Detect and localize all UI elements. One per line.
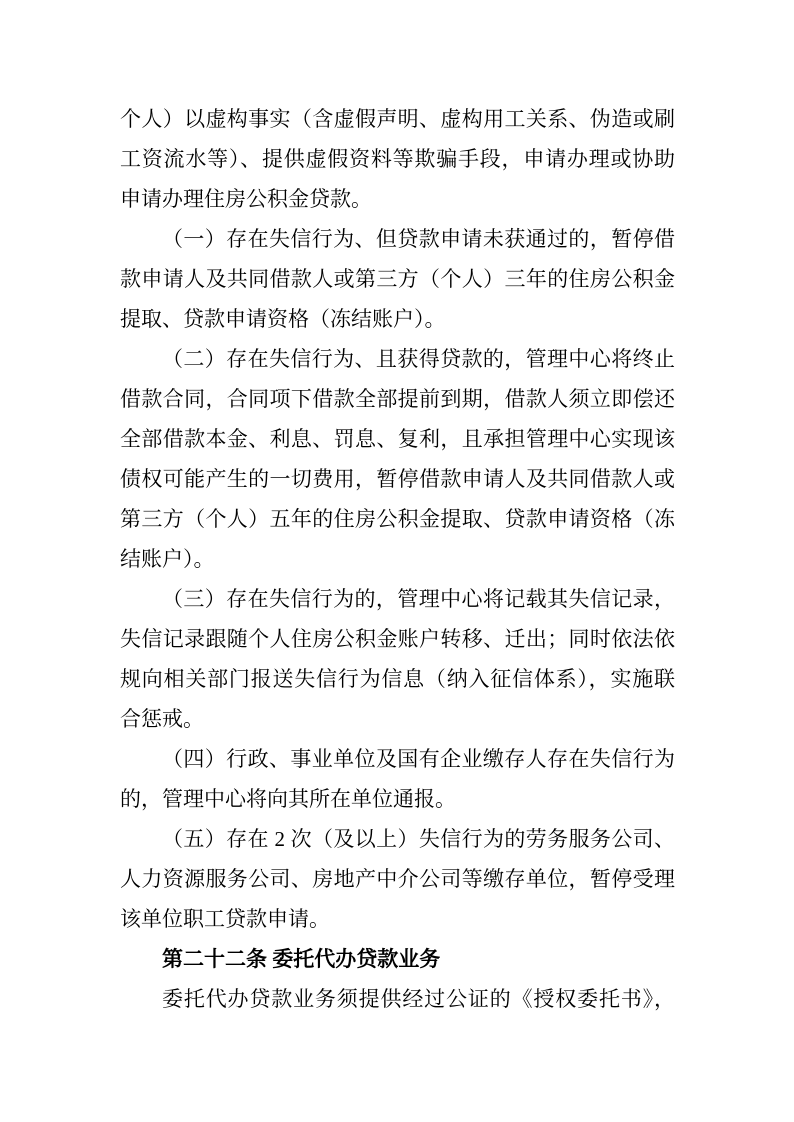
article-22-heading	[120, 939, 675, 979]
text-line: （四）行政、事业单位及国有企业缴存人存在失信行为	[162, 747, 675, 771]
text-line: （三）存在失信行为的，管理中心将记载其失信记录，	[162, 587, 675, 611]
paragraph-item-1	[120, 219, 675, 339]
text-line: 委托代办贷款业务须提供经过公证的《授权委托书》，	[162, 987, 675, 1011]
text-line: 个人）以虚构事实（含虚假声明、虚构用工关系、伪造或刷	[120, 107, 675, 131]
text-line: 合惩戒。	[120, 707, 204, 731]
text-line: 第三方（个人）五年的住房公积金提取、贷款申请资格（冻	[120, 507, 675, 531]
text-line: 该单位职工贷款申请。	[120, 907, 330, 931]
text-line: 提取、贷款申请资格（冻结账户）。	[120, 307, 446, 331]
paragraph-item-2	[120, 339, 675, 579]
text-line: 工资流水等）、提供虚假资料等欺骗手段，申请办理或协助	[120, 147, 675, 171]
text-line: 款申请人及共同借款人或第三方（个人）三年的住房公积金	[120, 267, 675, 291]
paragraph-item-3	[120, 579, 675, 739]
text-line: 失信记录跟随个人住房公积金账户转移、迁出；同时依法依	[120, 627, 675, 651]
paragraph-item-5	[120, 819, 675, 939]
article-22-body	[120, 979, 675, 1019]
text-line: （五）存在 2 次（及以上）失信行为的劳务服务公司、	[162, 827, 675, 851]
text-line: （二）存在失信行为、且获得贷款的，管理中心将终止	[162, 347, 675, 371]
text-line: 的，管理中心将向其所在单位通报。	[120, 787, 456, 811]
paragraph-continuation	[120, 99, 675, 219]
text-line: （一）存在失信行为、但贷款申请未获通过的，暂停借	[162, 227, 675, 251]
text-line: 规向相关部门报送失信行为信息（纳入征信体系），实施联	[120, 667, 675, 691]
text-line: 申请办理住房公积金贷款。	[120, 187, 372, 211]
text-line: 借款合同，合同项下借款全部提前到期，借款人须立即偿还	[120, 387, 675, 411]
text-line: 人力资源服务公司、房地产中介公司等缴存单位，暂停受理	[120, 867, 675, 891]
paragraph-item-4	[120, 739, 675, 819]
text-line: 债权可能产生的一切费用，暂停借款申请人及共同借款人或	[120, 467, 675, 491]
text-line: 全部借款本金、利息、罚息、复利，且承担管理中心实现该	[120, 427, 675, 451]
text-line: 结账户）。	[120, 547, 215, 571]
heading-line: 第二十二条 委托代办贷款业务	[162, 947, 441, 971]
